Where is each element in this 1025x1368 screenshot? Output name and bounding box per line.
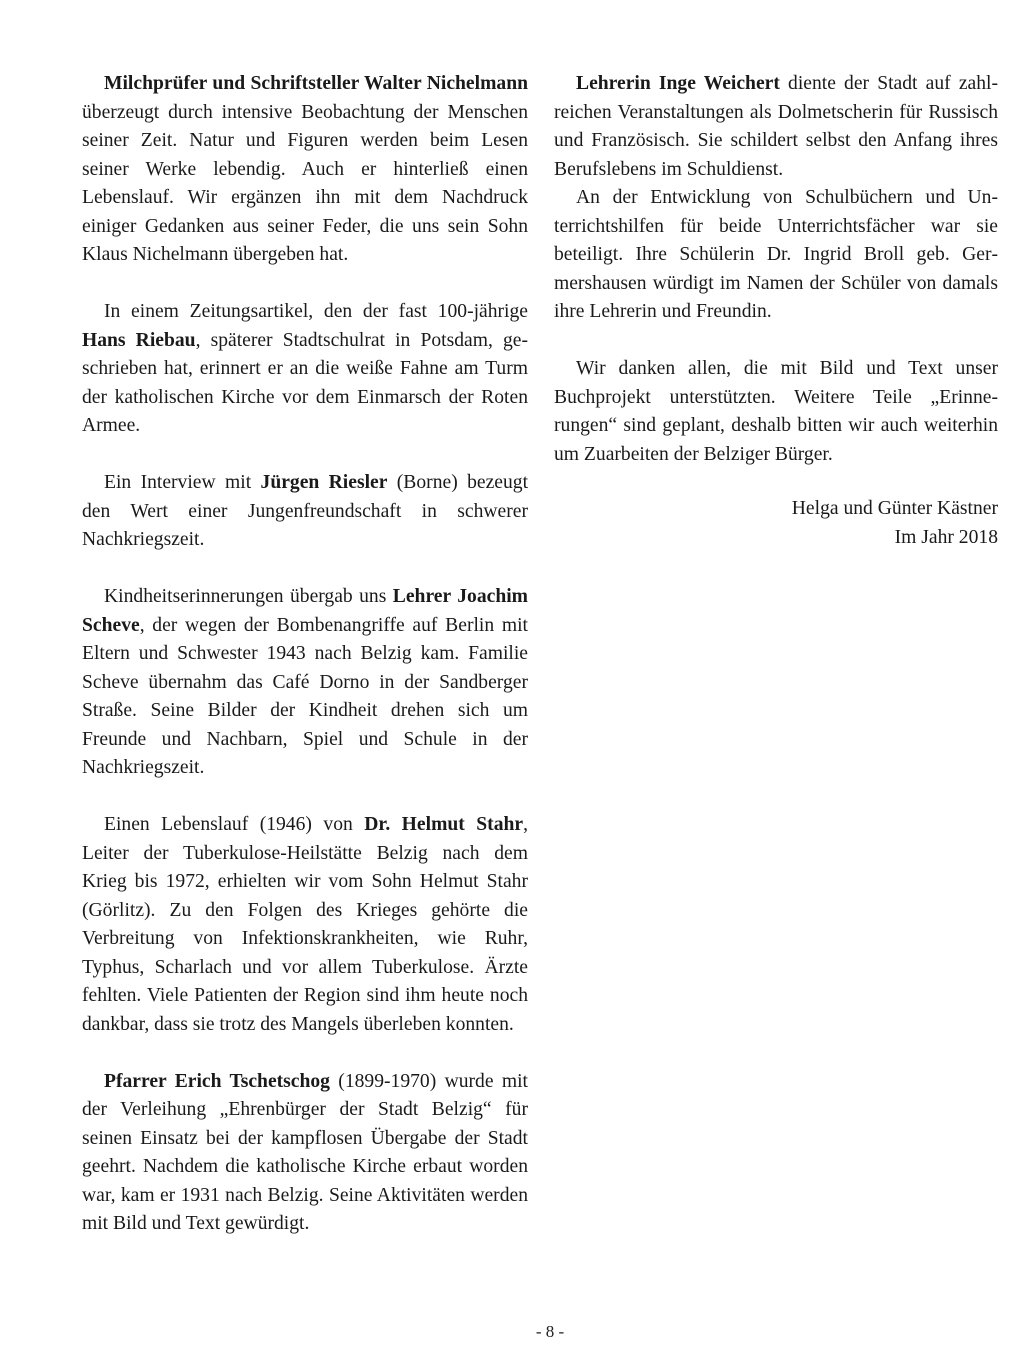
paragraph-text: , Leiter der Tuberkulose-Heilstätte Belzig nach dem Krieg bis 1972, erhielten wir vom Sohn Helmut Stahr (Görlitz). Zu den Folgen des Krieges gehörte die Verbreitung von Infektionskrankheiten, wie Ruhr, Typhus, Scharlach und vor allem Tuberkulose. Ärzte fehlten. Viele Patienten der Region sind ihm heute noch dankbar, dass sie trotz des Mangels überleben konnten. xyxy=(82,814,528,1035)
signature-year: Im Jahr 2018 xyxy=(894,526,998,548)
paragraph-text: An der Entwicklung von Schulbüchern und Unterrichtshilfen für beide Unterrichtsfächer war sie beteiligt. Ihre Schülerin Dr. Ingrid Broll geb. Germershausen würdigt im Namen der Schüler von damals ihre Lehrerin und Freundin. xyxy=(554,187,998,322)
signature-names: Helga und Günter Kästner xyxy=(791,498,998,519)
paragraph-text: (Borne) bezeugt den Wert einer Jungenfreundschaft in schwerer Nachkriegszeit. xyxy=(82,472,529,550)
paragraph-riebau xyxy=(82,298,528,441)
paragraph-weichert xyxy=(554,70,998,184)
paragraph-text: , späterer Stadtschulrat in Potsdam, geschrieben hat, erinnert er an die weiße Fahne am Turm der katholischen Kirche vor dem Einmarsch der Roten Armee. xyxy=(82,329,528,436)
paragraph-text: diente der Stadt auf zahlreichen Veranstaltungen als Dolmetscherin für Russisch und Französisch. Sie schildert selbst den Anfang ihres Berufslebens im Schuldienst. xyxy=(554,73,998,180)
bold-name: Dr. Helmut Stahr xyxy=(364,814,524,835)
paragraph-text: , der wegen der Bombenangriffe auf Berlin mit Eltern und Schwester 1943 nach Belzig kam. Familie Scheve übernahm das Café Dorno in der Sandberger Straße. Seine Bilder der Kindheit drehen sich um Freunde und Nachbarn, Spiel und Schule in der Nachkriegszeit. xyxy=(82,614,528,778)
signature xyxy=(554,495,998,552)
paragraph-stahr xyxy=(82,811,528,1039)
bold-name: Lehrer Joachim Scheve xyxy=(82,586,528,636)
paragraph-text: In einem Zeitungsartikel, den der fast 100-jährige xyxy=(104,301,528,322)
left-column xyxy=(82,70,528,1239)
paragraph-text: Kindheitserinnerungen übergab uns xyxy=(104,586,393,607)
bold-name: Milchprüfer und Schriftsteller Walter Nichelmann xyxy=(104,73,528,94)
bold-name: Hans Riebau xyxy=(82,329,196,351)
paragraph-text: (1899-1970) wurde mit der Verleihung „Ehrenbürger der Stadt Belzig“ für seinen Einsatz bei der kampflosen Übergabe der Stadt geehrt. Nachdem die katholische Kirche erbaut worden war, kam er 1931 nach Belzig. Seine Aktivitäten werden mit Bild und Text gewürdigt. xyxy=(82,1070,528,1234)
paragraph-schulbuecher xyxy=(554,184,998,327)
paragraph-text: Einen Lebenslauf (1946) von xyxy=(104,814,365,835)
bold-name: Jürgen Riesler xyxy=(260,472,388,493)
paragraph-text: überzeugt durch intensive Beobachtung der Menschen seiner Zeit. Natur und Figuren werden beim Lesen seiner Werke lebendig. Auch er hinterließ einen Lebenslauf. Wir ergänzen ihn mit dem Nachdruck einiger Gedanken aus seiner Feder, die uns sein Sohn Klaus Nichelmann übergeben hat. xyxy=(82,101,528,265)
paragraph-text: Ein Interview mit xyxy=(104,472,261,493)
paragraph-dank xyxy=(554,355,998,469)
page-number: - 8 - xyxy=(535,1322,565,1341)
paragraph-scheve xyxy=(82,583,528,783)
bold-name: Pfarrer Erich Tschetschog xyxy=(104,1070,330,1092)
bold-name: Lehrerin Inge Weichert xyxy=(576,73,780,94)
paragraph-tschetschog xyxy=(82,1068,528,1239)
paragraph-nichelmann xyxy=(82,70,528,270)
paragraph-text: Wir danken allen, die mit Bild und Text unser Buchprojekt unterstützten. Weitere Teile „Erinnerungen“ sind geplant, deshalb bitten wir auch weiterhin um Zuarbeiten der Belziger Bürger. xyxy=(554,358,998,465)
paragraph-riesler xyxy=(82,469,528,555)
right-column xyxy=(554,70,998,552)
